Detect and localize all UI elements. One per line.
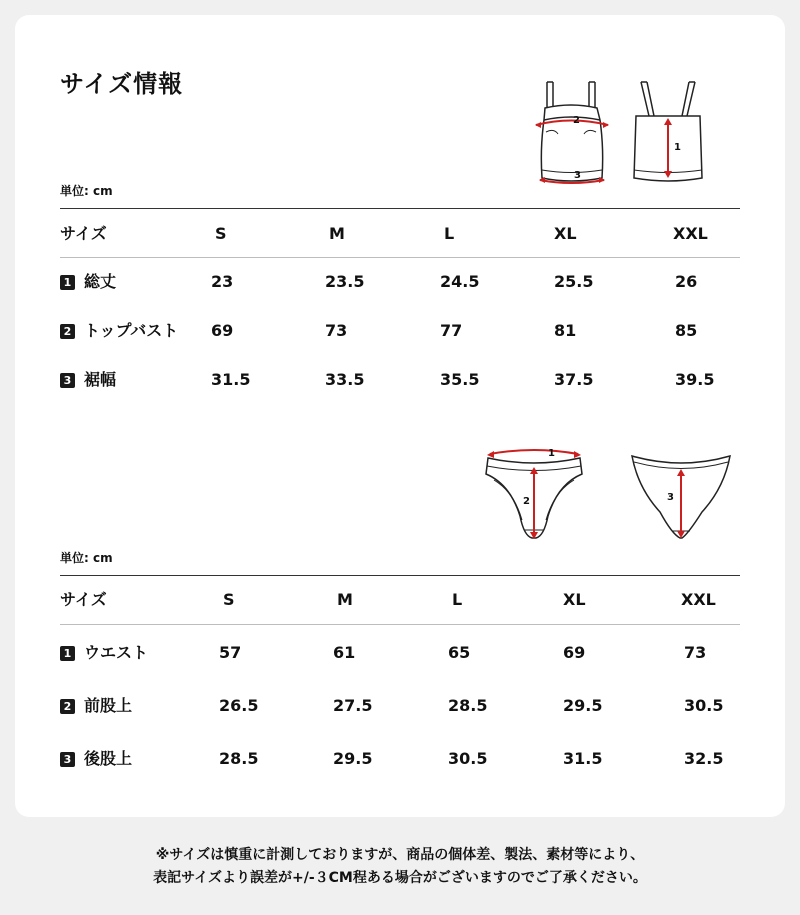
value-m: 33.5 xyxy=(325,370,365,389)
row-number-badge: 3 xyxy=(60,752,75,767)
illus-marker-1: 1 xyxy=(548,448,555,459)
table-header-row xyxy=(0,588,800,612)
value-xxl: 26 xyxy=(675,272,698,291)
table-row xyxy=(0,270,800,294)
value-xxl: 73 xyxy=(684,643,707,662)
value-m: 29.5 xyxy=(333,749,373,768)
value-xl: 69 xyxy=(563,643,586,662)
header-xxl: XXL xyxy=(673,224,708,243)
footnote-line-2: 表記サイズより誤差が+/-３CM程ある場合がございますのでご了承ください。 xyxy=(153,870,647,886)
illus-marker-3: 3 xyxy=(574,170,581,181)
table-row xyxy=(0,747,800,771)
value-xxl: 39.5 xyxy=(675,370,715,389)
row-label: ウエスト xyxy=(84,643,149,662)
row-number-badge: 3 xyxy=(60,373,75,388)
page-title: サイズ情報 xyxy=(60,70,184,98)
illus-marker-3: 3 xyxy=(667,492,674,503)
header-xxl: XXL xyxy=(681,590,716,609)
illus-marker-1: 1 xyxy=(674,142,681,153)
header-rule xyxy=(60,624,740,625)
bottom-back-illustration xyxy=(622,448,740,545)
unit-label-top: 単位: cm xyxy=(60,184,113,198)
value-xl: 25.5 xyxy=(554,272,594,291)
value-xxl: 85 xyxy=(675,321,698,340)
value-l: 65 xyxy=(448,643,471,662)
value-m: 27.5 xyxy=(333,696,373,715)
table-bottom-rule xyxy=(60,575,740,576)
top-back-illustration xyxy=(628,78,708,190)
row-number-badge: 2 xyxy=(60,699,75,714)
header-s: S xyxy=(223,590,235,609)
row-label: 裾幅 xyxy=(84,370,117,389)
header-l: L xyxy=(452,590,463,609)
header-rule xyxy=(60,257,740,258)
value-m: 23.5 xyxy=(325,272,365,291)
row-label: 後股上 xyxy=(84,749,133,768)
row-label: 総丈 xyxy=(84,272,117,291)
value-s: 57 xyxy=(219,643,242,662)
value-s: 69 xyxy=(211,321,234,340)
value-xl: 81 xyxy=(554,321,577,340)
row-number-badge: 1 xyxy=(60,646,75,661)
value-xl: 31.5 xyxy=(563,749,603,768)
header-size: サイズ xyxy=(60,224,107,243)
table-top-rule xyxy=(60,208,740,209)
illus-marker-2: 2 xyxy=(523,496,530,507)
table-row xyxy=(0,319,800,343)
header-xl: XL xyxy=(554,224,577,243)
table-row xyxy=(0,368,800,392)
value-s: 26.5 xyxy=(219,696,259,715)
value-xl: 29.5 xyxy=(563,696,603,715)
value-s: 23 xyxy=(211,272,234,291)
value-m: 61 xyxy=(333,643,356,662)
value-l: 28.5 xyxy=(448,696,488,715)
value-l: 30.5 xyxy=(448,749,488,768)
bottom-front-illustration xyxy=(478,440,590,545)
header-size: サイズ xyxy=(60,590,107,609)
footnote-line-1: ※サイズは慎重に計測しておりますが、商品の個体差、製法、素材等により、 xyxy=(155,847,645,863)
header-m: M xyxy=(329,224,345,243)
header-m: M xyxy=(337,590,353,609)
value-s: 31.5 xyxy=(211,370,251,389)
value-l: 35.5 xyxy=(440,370,480,389)
top-front-illustration xyxy=(530,78,622,190)
value-xxl: 30.5 xyxy=(684,696,724,715)
table-row xyxy=(0,641,800,665)
row-label: トップバスト xyxy=(84,321,179,340)
table-row xyxy=(0,694,800,718)
row-number-badge: 2 xyxy=(60,324,75,339)
value-m: 73 xyxy=(325,321,348,340)
row-label: 前股上 xyxy=(84,696,133,715)
value-s: 28.5 xyxy=(219,749,259,768)
row-number-badge: 1 xyxy=(60,275,75,290)
value-xl: 37.5 xyxy=(554,370,594,389)
value-l: 24.5 xyxy=(440,272,480,291)
table-header-row xyxy=(0,222,800,246)
value-xxl: 32.5 xyxy=(684,749,724,768)
header-s: S xyxy=(215,224,227,243)
header-l: L xyxy=(444,224,455,243)
unit-label-bottom: 単位: cm xyxy=(60,551,113,565)
header-xl: XL xyxy=(563,590,586,609)
illus-marker-2: 2 xyxy=(573,115,580,126)
value-l: 77 xyxy=(440,321,463,340)
